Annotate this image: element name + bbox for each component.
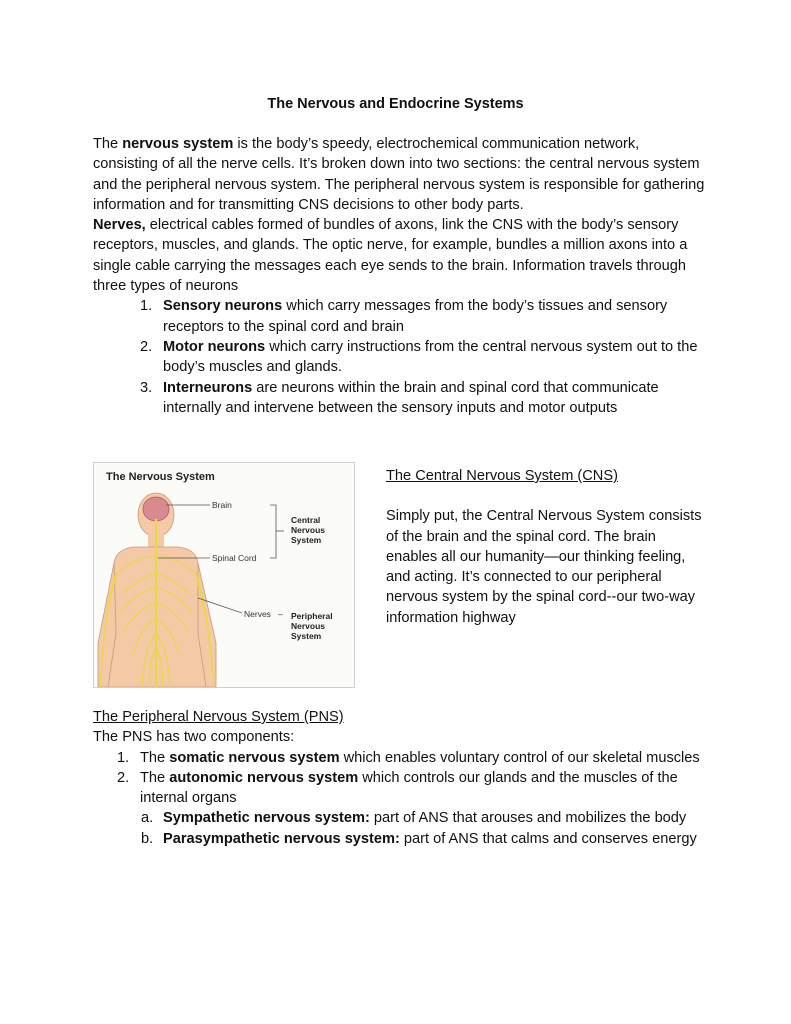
sub-list-item <box>93 829 705 849</box>
brain-label: Brain <box>212 500 232 510</box>
cns-label-line: Nervous <box>291 525 326 535</box>
nerves-label: Nerves <box>244 609 271 619</box>
list-term: somatic nervous system <box>169 749 340 766</box>
list-term: Sympathetic nervous system: <box>163 810 370 827</box>
dash-label: – <box>278 609 283 619</box>
cns-heading: The Central Nervous System (CNS) <box>386 468 618 484</box>
sub-list-item <box>93 808 705 828</box>
cns-label-line: System <box>291 535 322 545</box>
list-text: which carry instructions from the central nervous system out to the body’s muscles and glands. <box>163 338 698 376</box>
intro-text: is the body’s speedy, electrochemical communication network, consisting of all the nerve cells. It’s broken down into two sections: the central nervous system and the peripheral nervous system. The peripheral nervous system is responsible for gathering information and for transmitting CNS decisions to other body parts. <box>93 136 705 213</box>
list-item <box>93 337 705 378</box>
cns-section <box>386 466 708 628</box>
list-number: 1. <box>117 749 130 766</box>
term-nervous-system: nervous system <box>122 136 234 152</box>
intro-paragraph <box>93 134 705 215</box>
figure-title: The Nervous System <box>106 471 215 483</box>
nervous-system-figure <box>93 462 355 688</box>
list-text: are neurons within the brain and spinal cord that communicate internally and intervene between the sensory inputs and motor outputs <box>163 379 659 416</box>
pns-section <box>93 707 705 849</box>
pns-intro: The PNS has two components: <box>93 729 295 746</box>
list-term: Motor neurons <box>163 338 266 355</box>
intro-section <box>93 134 705 418</box>
list-text: which controls our glands and the muscles of the internal organs <box>140 769 678 807</box>
list-item <box>93 748 705 768</box>
brain-shape <box>143 497 169 521</box>
list-number: 1. <box>140 298 153 315</box>
nerves-text: electrical cables formed of bundles of axons, link the CNS with the body’s sensory receptors, muscles, and glands. The optic nerve, for example, bundles a million axons into a single cable carrying the messages each eye sends to the brain. Information travels through three types of neurons <box>93 217 688 295</box>
list-item <box>93 768 705 809</box>
list-item <box>93 378 705 419</box>
list-letter: a. <box>141 810 154 827</box>
list-term: Parasympathetic nervous system: <box>163 830 400 847</box>
pns-components-list <box>93 748 705 849</box>
pns-group-label <box>291 611 333 641</box>
cns-group-label <box>291 515 325 545</box>
list-text: part of ANS that arouses and mobilizes the body <box>369 810 687 827</box>
list-letter: b. <box>141 830 154 847</box>
neuron-types-list <box>93 296 705 418</box>
pns-label-line: Peripheral <box>291 611 333 621</box>
document-title: The Nervous and Endocrine Systems <box>267 96 524 112</box>
intro-text: The <box>93 136 123 152</box>
list-term: Interneurons <box>163 379 253 396</box>
list-term: Sensory neurons <box>163 298 283 315</box>
spinal-cord-label: Spinal Cord <box>212 553 257 563</box>
list-number: 2. <box>140 338 153 355</box>
list-number: 3. <box>140 379 153 396</box>
pns-label-line: System <box>291 631 322 641</box>
pns-label-line: Nervous <box>291 621 326 631</box>
list-text: The <box>140 769 170 786</box>
term-nerves: Nerves, <box>93 217 146 234</box>
cns-label-line: Central <box>291 515 321 525</box>
body-illustration <box>94 463 354 687</box>
list-text: The <box>140 749 170 766</box>
list-text: part of ANS that calms and conserves energy <box>399 830 697 847</box>
cns-paragraph: Simply put, the Central Nervous System consists of the brain and the spinal cord. The brain enables all our humanity—our thinking feeling, and acting. It’s connected to our peripheral nervous system by the spinal cord--our two-way information highway <box>386 508 702 626</box>
nerves-paragraph <box>93 215 705 296</box>
list-text: which carry messages from the body’s tissues and sensory receptors to the spinal cord and brain <box>163 298 668 335</box>
list-item <box>93 296 705 337</box>
list-term: autonomic nervous system <box>169 769 359 786</box>
pns-heading: The Peripheral Nervous System (PNS) <box>93 709 344 725</box>
list-text: which enables voluntary control of our skeletal muscles <box>339 749 700 766</box>
list-number: 2. <box>117 769 130 786</box>
